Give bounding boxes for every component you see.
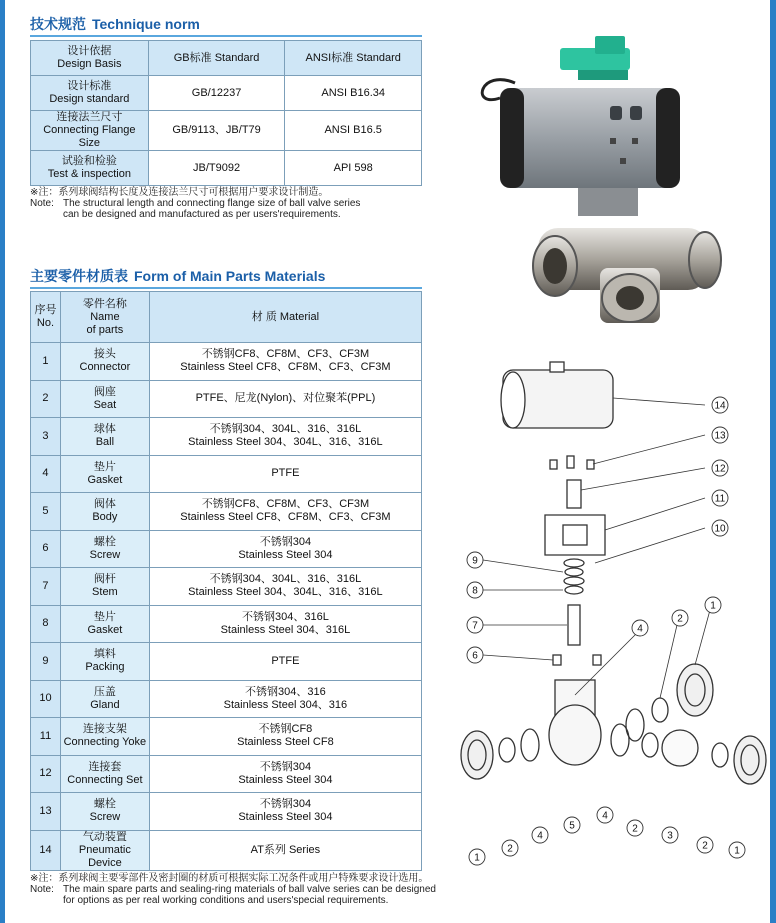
part-name: 螺栓 Screw <box>60 530 149 568</box>
part-name: 接头 Connector <box>60 343 149 381</box>
materials-note: ※注：系列球阀主要零部件及密封圈的材质可根据实际工况条件或用户特殊要求设计选用。 Note: The main spare parts and sealing-ring materials of ball valve series can be designed for options as per real working conditions and users'special requirements. <box>30 873 436 906</box>
callout-label: 4 <box>537 830 543 842</box>
part-material: 不锈钢304 Stainless Steel 304 <box>149 793 421 831</box>
part-material: 不锈钢CF8 Stainless Steel CF8 <box>149 718 421 756</box>
callout-label: 2 <box>507 843 513 855</box>
callout-label: 12 <box>714 463 726 475</box>
row-label: 试验和检验 Test & inspection <box>31 151 149 186</box>
part-name: 连接支架 Connecting Yoke <box>60 718 149 756</box>
header-design-basis: 设计依据 Design Basis <box>31 41 149 76</box>
materials-row <box>31 568 422 606</box>
technique-header-row <box>31 41 422 76</box>
header-name: 零件名称 Name of parts <box>60 292 149 343</box>
row-number: 5 <box>31 493 61 531</box>
part-name: 连接套 Connecting Set <box>60 755 149 793</box>
part-name: 压盖 Gland <box>60 680 149 718</box>
callout-label: 2 <box>677 613 683 625</box>
part-material: 不锈钢CF8、CF8M、CF3、CF3M Stainless Steel CF8、CF8M、CF3、CF3M <box>149 493 421 531</box>
row-number: 12 <box>31 755 61 793</box>
technique-title-rule <box>30 35 422 37</box>
callout-label: 1 <box>734 845 740 857</box>
materials-row <box>31 830 422 870</box>
valve-photo <box>460 28 730 328</box>
part-material: 不锈钢304、316 Stainless Steel 304、316 <box>149 680 421 718</box>
materials-title: 主要零件材质表 Form of Main Parts Materials <box>30 268 326 284</box>
header-ansi-standard: ANSI标准 Standard <box>285 41 422 76</box>
callout-label: 14 <box>714 400 726 412</box>
materials-row <box>31 793 422 831</box>
gb-value: GB/9113、JB/T79 <box>148 111 285 151</box>
technique-table <box>30 40 422 186</box>
materials-row <box>31 530 422 568</box>
part-name: 气动装置 Pneumatic Device <box>60 830 149 870</box>
part-material: 不锈钢304、316L Stainless Steel 304、316L <box>149 605 421 643</box>
materials-row <box>31 455 422 493</box>
row-number: 11 <box>31 718 61 756</box>
callout-label: 13 <box>714 430 726 442</box>
part-name: 垫片 Gasket <box>60 605 149 643</box>
technique-row <box>31 151 422 186</box>
technique-row <box>31 76 422 111</box>
technique-note: ※注：系列球阀结构长度及连接法兰尺寸可根据用户要求设计制造。 Note: The structural length and connecting flange size of ball valve series can be designed and manufactured as per users'requirements. <box>30 187 361 220</box>
callout-label: 10 <box>714 523 726 535</box>
callout-label: 2 <box>702 840 708 852</box>
row-number: 9 <box>31 643 61 681</box>
row-number: 7 <box>31 568 61 606</box>
part-material: 不锈钢304 Stainless Steel 304 <box>149 755 421 793</box>
ansi-value: ANSI B16.5 <box>285 111 422 151</box>
materials-row <box>31 418 422 456</box>
materials-row <box>31 493 422 531</box>
part-name: 填料 Packing <box>60 643 149 681</box>
technique-row <box>31 111 422 151</box>
row-number: 4 <box>31 455 61 493</box>
materials-title-rule <box>30 287 422 289</box>
part-name: 阀杆 Stem <box>60 568 149 606</box>
callout-label: 9 <box>472 555 478 567</box>
row-number: 10 <box>31 680 61 718</box>
ansi-value: ANSI B16.34 <box>285 76 422 111</box>
callout-label: 7 <box>472 620 478 632</box>
row-number: 2 <box>31 380 61 418</box>
actuator-body <box>500 88 680 188</box>
left-accent-bar <box>0 0 5 923</box>
part-material: 不锈钢304、304L、316、316L Stainless Steel 304、304L、316、316L <box>149 418 421 456</box>
part-name: 阀座 Seat <box>60 380 149 418</box>
ansi-value: API 598 <box>285 151 422 186</box>
solenoid-coil <box>595 36 625 54</box>
row-number: 14 <box>31 830 61 870</box>
callout-label: 8 <box>472 585 478 597</box>
part-name: 球体 Ball <box>60 418 149 456</box>
row-number: 6 <box>31 530 61 568</box>
row-number: 1 <box>31 343 61 381</box>
callout-label: 11 <box>714 493 726 505</box>
part-material: 不锈钢304、304L、316、316L Stainless Steel 304、304L、316、316L <box>149 568 421 606</box>
materials-row <box>31 755 422 793</box>
callout-label: 6 <box>472 650 478 662</box>
gb-value: JB/T9092 <box>148 151 285 186</box>
materials-row <box>31 718 422 756</box>
header-gb-standard: GB标准 Standard <box>148 41 285 76</box>
part-material: PTFE <box>149 643 421 681</box>
materials-row <box>31 680 422 718</box>
part-material: 不锈钢CF8、CF8M、CF3、CF3M Stainless Steel CF8、CF8M、CF3、CF3M <box>149 343 421 381</box>
callout-label: 4 <box>637 623 643 635</box>
diagram-ball <box>662 730 698 766</box>
row-label: 设计标准 Design standard <box>31 76 149 111</box>
header-material: 材 质 Material <box>149 292 421 343</box>
part-material: 不锈钢304 Stainless Steel 304 <box>149 530 421 568</box>
materials-row <box>31 643 422 681</box>
gb-value: GB/12237 <box>148 76 285 111</box>
part-name: 螺栓 Screw <box>60 793 149 831</box>
part-material: PTFE、尼龙(Nylon)、对位聚苯(PPL) <box>149 380 421 418</box>
exploded-diagram <box>455 350 770 875</box>
part-name: 阀体 Body <box>60 493 149 531</box>
technique-title: 技术规范 Technique norm <box>30 16 200 32</box>
part-material: AT系列 Series <box>149 830 421 870</box>
materials-row <box>31 343 422 381</box>
materials-table <box>30 291 422 871</box>
right-accent-bar <box>770 0 776 923</box>
materials-row <box>31 380 422 418</box>
materials-header-row <box>31 292 422 343</box>
header-no: 序号 No. <box>31 292 61 343</box>
row-label: 连接法兰尺寸 Connecting Flange Size <box>31 111 149 151</box>
part-name: 垫片 Gasket <box>60 455 149 493</box>
row-number: 8 <box>31 605 61 643</box>
row-number: 13 <box>31 793 61 831</box>
callout-label: 3 <box>667 830 673 842</box>
callout-label: 1 <box>710 600 716 612</box>
row-number: 3 <box>31 418 61 456</box>
callout-label: 2 <box>632 823 638 835</box>
callout-label: 4 <box>602 810 608 822</box>
callout-label: 1 <box>474 852 480 864</box>
callout-label: 5 <box>569 820 575 832</box>
part-material: PTFE <box>149 455 421 493</box>
materials-row <box>31 605 422 643</box>
